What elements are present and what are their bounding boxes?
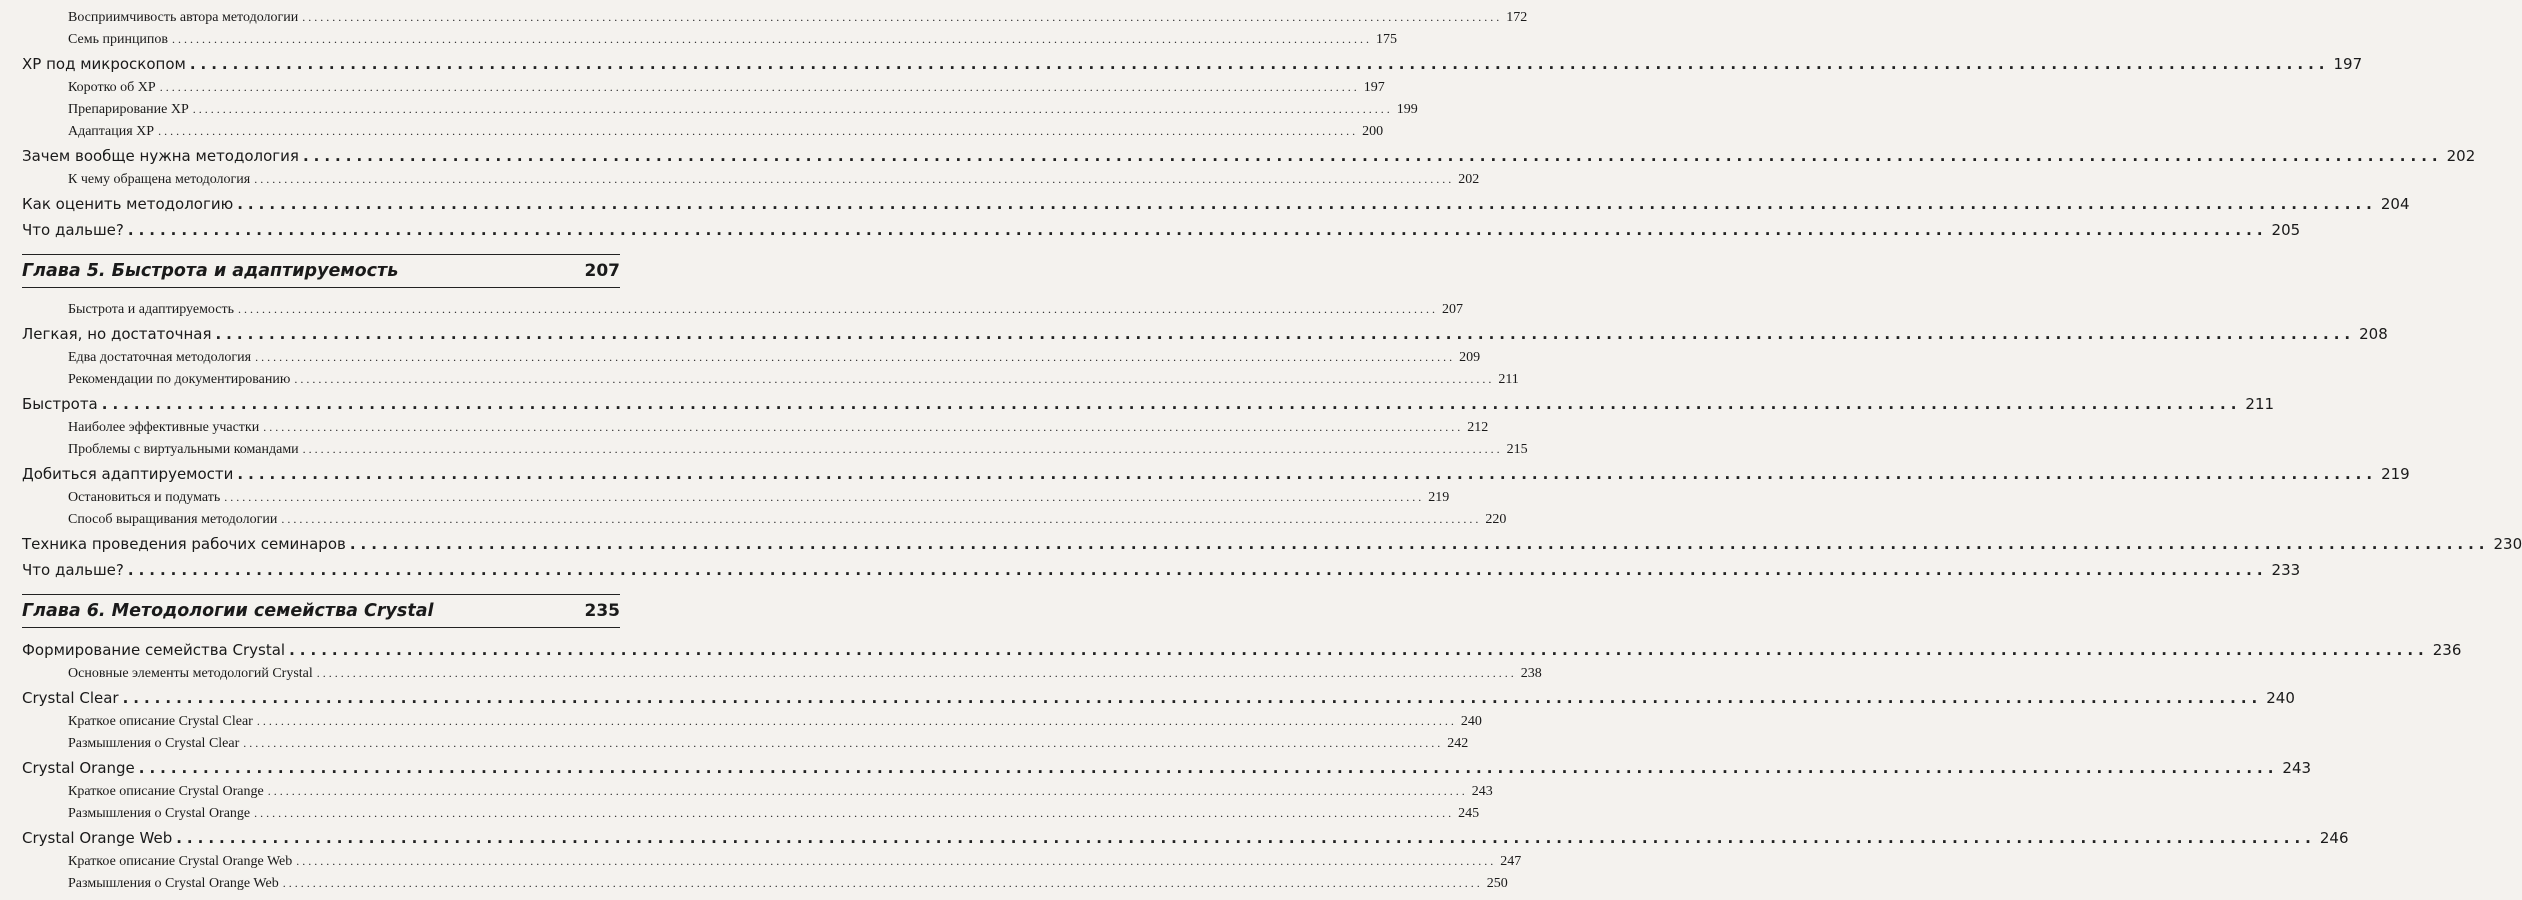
toc-chapter-heading	[22, 594, 620, 628]
entry-title: Наиболее эффективные участки	[68, 420, 260, 435]
toc-subsection-entry	[22, 298, 1463, 320]
leader-dots: ........................................................................................................................................................................................................	[189, 55, 2330, 73]
entry-page-number: 197	[1363, 80, 1385, 95]
entry-page-number: 211	[2245, 395, 2275, 413]
toc-section-entry	[22, 462, 2410, 486]
leader-dots: ........................................................................................................................................................................................................	[255, 350, 1456, 364]
entry-title: Размышления о Crystal Orange Web	[68, 876, 279, 891]
entry-title: Основные элементы методологий Crystal	[68, 666, 313, 681]
leader-dots: ........................................................................................................................................................................................................	[289, 641, 2429, 659]
entry-title: Добиться адаптируемости	[22, 465, 234, 483]
entry-page-number: 172	[1506, 10, 1528, 25]
entry-title: Краткое описание Crystal Clear	[68, 714, 253, 729]
toc-section-entry	[22, 826, 2349, 850]
leader-dots: ........................................................................................................................................................................................................	[256, 714, 1457, 728]
leader-dots: ........................................................................................................................................................................................................	[159, 80, 1360, 94]
toc-subsection-entry	[22, 438, 1528, 460]
entry-page-number: 197	[2333, 55, 2363, 73]
leader-dots: ........................................................................................................................................................................................................	[254, 172, 1455, 186]
chapter-page-number: 207	[584, 261, 620, 281]
toc-subsection-entry	[22, 416, 1489, 438]
entry-page-number: 242	[1447, 736, 1469, 751]
entry-page-number: 247	[1500, 854, 1522, 869]
toc-subsection-entry	[22, 802, 1480, 824]
toc-subsection-entry	[22, 486, 1450, 508]
entry-title: Crystal Orange	[22, 759, 135, 777]
entry-page-number: 233	[2271, 561, 2301, 579]
entry-page-number: 202	[1458, 172, 1480, 187]
toc-subsection-entry	[22, 872, 1508, 894]
entry-page-number: 207	[1442, 302, 1463, 317]
entry-title: Crystal Orange Web	[22, 829, 173, 847]
entry-page-number: 243	[1471, 784, 1493, 799]
toc-subsection-entry	[22, 28, 1398, 50]
toc-subsection-entry	[22, 6, 1528, 28]
entry-page-number: 209	[1459, 350, 1481, 365]
entry-page-number: 208	[2359, 325, 2388, 343]
leader-dots: ........................................................................................................................................................................................................	[158, 124, 1359, 138]
toc-subsection-entry	[22, 508, 1507, 530]
toc-subsection-entry	[22, 168, 1480, 190]
entry-title: Препарирование XP	[68, 102, 189, 117]
entry-page-number: 246	[2319, 829, 2349, 847]
toc-subsection-entry	[22, 98, 1418, 120]
leader-dots: ........................................................................................................................................................................................................	[127, 561, 2268, 579]
toc-subsection-entry	[22, 732, 1469, 754]
toc-subsection-entry	[22, 662, 1542, 684]
leader-dots: ........................................................................................................................................................................................................	[349, 535, 2490, 553]
entry-page-number: 205	[2271, 221, 2301, 239]
chapter-page-number: 235	[584, 601, 620, 621]
toc-section-entry	[22, 558, 2301, 582]
entry-title: К чему обращена методология	[68, 172, 251, 187]
entry-page-number: 238	[1520, 666, 1542, 681]
toc-section-entry	[22, 532, 2522, 556]
entry-title: Остановиться и подумать	[68, 490, 221, 505]
entry-page-number: 240	[1460, 714, 1482, 729]
entry-title: Краткое описание Crystal Orange Web	[68, 854, 293, 869]
toc-subsection-entry	[22, 120, 1384, 142]
toc-subsection-entry	[22, 76, 1385, 98]
entry-title: Как оценить методологию	[22, 195, 234, 213]
leader-dots: ........................................................................................................................................................................................................	[254, 806, 1455, 820]
entry-page-number: 202	[2446, 147, 2476, 165]
entry-page-number: 245	[1458, 806, 1480, 821]
leader-dots: ........................................................................................................................................................................................................	[302, 442, 1503, 456]
leader-dots: ........................................................................................................................................................................................................	[267, 784, 1468, 798]
leader-dots: ........................................................................................................................................................................................................	[122, 689, 2263, 707]
leader-dots: ........................................................................................................................................................................................................	[294, 372, 1495, 386]
entry-page-number: 250	[1486, 876, 1508, 891]
table-of-contents	[22, 6, 2522, 894]
toc-subsection-entry	[22, 850, 1522, 872]
entry-title: XP под микроскопом	[22, 55, 186, 73]
entry-title: Краткое описание Crystal Orange	[68, 784, 264, 799]
leader-dots: ........................................................................................................................................................................................................	[263, 420, 1464, 434]
toc-subsection-entry	[22, 710, 1482, 732]
entry-title: Быстрота и адаптируемость	[68, 302, 234, 317]
toc-section-entry	[22, 638, 2462, 662]
entry-page-number: 200	[1362, 124, 1384, 139]
entry-page-number: 211	[1498, 372, 1519, 387]
leader-dots: ........................................................................................................................................................................................................	[302, 10, 1503, 24]
leader-dots: ........................................................................................................................................................................................................	[127, 221, 2268, 239]
entry-title: Техника проведения рабочих семинаров	[22, 535, 346, 553]
entry-title: Размышления о Crystal Clear	[68, 736, 240, 751]
entry-page-number: 230	[2493, 535, 2522, 553]
leader-dots: ........................................................................................................................................................................................................	[101, 395, 2242, 413]
leader-dots: ........................................................................................................................................................................................................	[316, 666, 1517, 680]
entry-page-number: 240	[2266, 689, 2295, 707]
entry-page-number: 199	[1396, 102, 1418, 117]
chapter-title: Глава 6. Методологии семейства Crystal	[22, 601, 434, 621]
leader-dots: ........................................................................................................................................................................................................	[237, 465, 2378, 483]
toc-subsection-entry	[22, 346, 1481, 368]
leader-dots: ........................................................................................................................................................................................................	[282, 876, 1483, 890]
leader-dots: ........................................................................................................................................................................................................	[192, 102, 1393, 116]
entry-title: Проблемы с виртуальными командами	[68, 442, 299, 457]
leader-dots: ........................................................................................................................................................................................................	[215, 325, 2356, 343]
leader-dots: ........................................................................................................................................................................................................	[237, 195, 2377, 213]
leader-dots: ........................................................................................................................................................................................................	[172, 32, 1373, 46]
entry-title: Что дальше?	[22, 221, 124, 239]
entry-page-number: 204	[2380, 195, 2410, 213]
toc-subsection-entry	[22, 780, 1493, 802]
toc-section-entry	[22, 392, 2275, 416]
leader-dots: ........................................................................................................................................................................................................	[302, 147, 2443, 165]
entry-title: Едва достаточная методология	[68, 350, 252, 365]
leader-dots: ........................................................................................................................................................................................................	[238, 302, 1438, 316]
leader-dots: ........................................................................................................................................................................................................	[138, 759, 2279, 777]
entry-title: Способ выращивания методологии	[68, 512, 278, 527]
entry-title: Crystal Clear	[22, 689, 119, 707]
toc-section-entry	[22, 686, 2295, 710]
toc-section-entry	[22, 756, 2312, 780]
toc-section-entry	[22, 192, 2410, 216]
leader-dots: ........................................................................................................................................................................................................	[176, 829, 2316, 847]
entry-page-number: 220	[1485, 512, 1507, 527]
entry-title: Легкая, но достаточная	[22, 325, 212, 343]
entry-title: Формирование семейства Crystal	[22, 641, 286, 659]
entry-page-number: 175	[1376, 32, 1398, 47]
leader-dots: ........................................................................................................................................................................................................	[243, 736, 1444, 750]
entry-page-number: 243	[2282, 759, 2312, 777]
toc-section-entry	[22, 52, 2363, 76]
leader-dots: ........................................................................................................................................................................................................	[281, 512, 1482, 526]
entry-title: Рекомендации по документированию	[68, 372, 291, 387]
entry-title: Размышления о Crystal Orange	[68, 806, 251, 821]
entry-title: Что дальше?	[22, 561, 124, 579]
toc-section-entry	[22, 218, 2301, 242]
entry-title: Восприимчивость автора методологии	[68, 10, 299, 25]
chapter-title: Глава 5. Быстрота и адаптируемость	[22, 261, 399, 281]
entry-title: Быстрота	[22, 395, 98, 413]
entry-page-number: 215	[1506, 442, 1528, 457]
toc-section-entry	[22, 144, 2476, 168]
entry-title: Коротко об XP	[68, 80, 156, 95]
toc-chapter-heading	[22, 254, 620, 288]
leader-dots: ........................................................................................................................................................................................................	[224, 490, 1425, 504]
leader-dots: ........................................................................................................................................................................................................	[296, 854, 1497, 868]
entry-page-number: 219	[2381, 465, 2410, 483]
toc-subsection-entry	[22, 368, 1519, 390]
entry-title: Зачем вообще нужна методология	[22, 147, 299, 165]
entry-page-number: 212	[1467, 420, 1489, 435]
entry-page-number: 219	[1428, 490, 1450, 505]
entry-title: Адаптация XP	[68, 124, 155, 139]
toc-section-entry	[22, 322, 2388, 346]
entry-title: Семь принципов	[68, 32, 169, 47]
entry-page-number: 236	[2432, 641, 2462, 659]
